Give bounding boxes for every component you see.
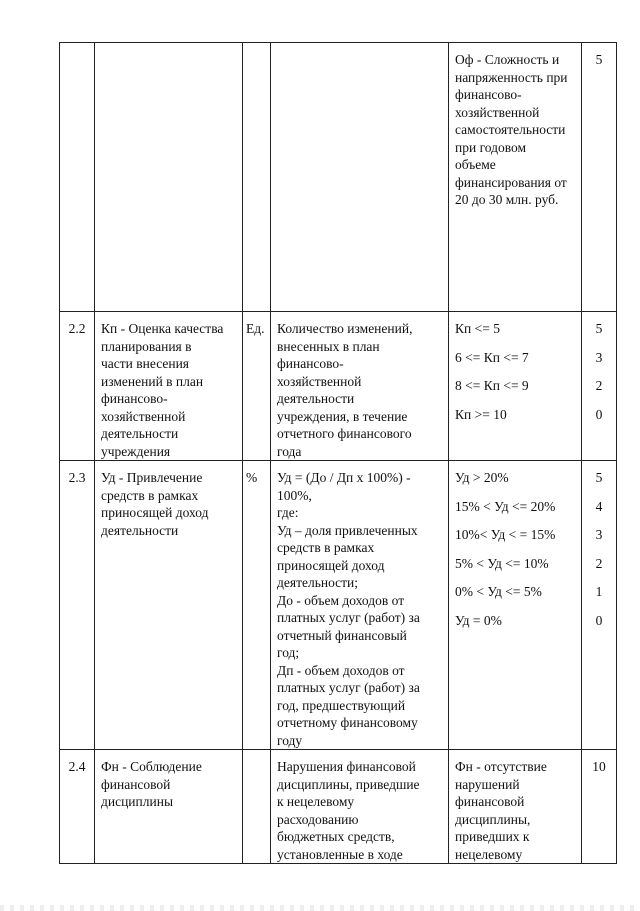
criteria-line: финансовой [455,794,525,809]
indicator-line: деятельности [101,426,179,441]
points-item: 0 [595,612,603,628]
method-line: средств в рамках [277,540,375,555]
points-item: 2 [595,378,603,393]
criteria-item: Уд = 0% [455,612,502,628]
criteria-line: объеме [455,157,496,172]
indicator-line: изменений в план [101,373,204,389]
method-line: Дп - объем доходов от [277,662,405,678]
row-number: 2.3 [60,461,95,750]
indicator-line: финансово- [101,391,168,406]
unit-cell [243,750,271,864]
indicator-line: Кп - Оценка качества [101,321,224,336]
criteria-cell [449,750,582,864]
criteria-item: 10%< Уд < = 15% [455,527,556,542]
method-line: приносящей доход [277,557,385,573]
indicator-cell [95,461,243,750]
criteria-item: Кп <= 5 [455,321,500,336]
method-line: 100%, [277,487,312,503]
row-number: 2.4 [60,750,95,864]
method-line: год; [277,645,300,660]
method-line: год, предшествующий [277,697,406,713]
criteria-line: при годовом [455,139,527,155]
indicator-line: деятельности [101,522,179,538]
method-line: внесенных в план [277,338,380,354]
points-cell: 10 [582,750,617,864]
method-line: учреждения, в течение [277,408,408,424]
method-line: отчетный финансовый [277,627,407,643]
method-line: платных услуг (работ) за [277,680,420,695]
method-line: к нецелевому [277,794,355,809]
method-line: где: [277,505,299,520]
indicator-cell [95,750,243,864]
criteria-line: Фн - отсутствие [455,759,547,774]
points-item: 3 [595,349,603,365]
table-row [60,312,617,461]
unit-cell [243,43,271,312]
method-line: финансово- [277,356,344,371]
criteria-table [59,42,617,864]
points-cell [582,312,617,461]
points-item: 0 [595,406,603,422]
criteria-line: самостоятельности [455,122,566,137]
criteria-item: 5% < Уд <= 10% [455,555,549,571]
points-item: 4 [595,498,603,514]
criteria-item: Кп >= 10 [455,406,507,422]
points-item: 5 [595,470,603,485]
table-row [60,43,617,312]
points-item: 3 [595,527,603,542]
criteria-line: Оф - Сложность и [455,52,560,67]
criteria-line: 20 до 30 млн. руб. [455,192,559,207]
criteria-item: 8 <= Кп <= 9 [455,378,529,393]
method-line: Уд = (До / Дп x 100%) - [277,470,411,485]
criteria-cell [449,312,582,461]
criteria-cell [449,461,582,750]
method-line: дисциплины, приведшие [277,776,420,792]
method-line: установленные в ходе [277,846,403,862]
criteria-line: хозяйственной [455,104,540,120]
indicator-line: средств в рамках [101,487,199,503]
method-line: отчетному финансовому [277,715,418,730]
method-line: отчетного финансового [277,426,412,441]
criteria-line: напряженность при [455,69,568,85]
criteria-line: нарушений [455,776,520,792]
criteria-item: 0% < Уд <= 5% [455,584,542,599]
indicator-line: дисциплины [101,794,174,809]
indicator-line: Уд - Привлечение [101,470,203,485]
method-line: деятельности; [277,575,359,590]
method-cell [271,312,449,461]
method-line: хозяйственной [277,373,362,389]
method-line: году [277,732,303,748]
unit-cell: Ед. [243,312,271,461]
points-item: 1 [595,584,603,599]
indicator-cell [95,312,243,461]
method-line: расходованию [277,811,359,827]
criteria-line: финансирования от [455,174,567,190]
indicator-line: финансовой [101,776,171,792]
criteria-line: финансово- [455,87,522,102]
method-line: Нарушения финансовой [277,759,416,774]
indicator-line: Фн - Соблюдение [101,759,202,774]
row-number: 2.2 [60,312,95,461]
criteria-line: нецелевому [455,846,523,862]
indicator-line: части внесения [101,356,190,371]
indicator-line: приносящей доход [101,505,209,520]
method-cell [271,43,449,312]
criteria-line: дисциплины, [455,811,531,827]
criteria-item: 15% < Уд <= 20% [455,498,556,514]
method-line: Уд – доля привлеченных [277,522,418,538]
indicator-line: учреждения [101,443,171,459]
points-cell [582,461,617,750]
criteria-cell [449,43,582,312]
unit-cell: % [243,461,271,750]
criteria-line: приведших к [455,829,530,844]
method-line: Количество изменений, [277,321,413,336]
table-row [60,750,617,864]
method-line: бюджетных средств, [277,829,395,844]
criteria-item: 6 <= Кп <= 7 [455,349,529,365]
points-item: 5 [595,321,603,336]
method-line: платных услуг (работ) за [277,610,420,625]
points-item: 2 [595,555,603,571]
method-line: деятельности [277,391,355,406]
points-cell: 5 [582,43,617,312]
row-number [60,43,95,312]
scan-edge [0,905,640,911]
indicator-cell [95,43,243,312]
method-cell [271,750,449,864]
method-line: года [277,443,302,459]
criteria-item: Уд > 20% [455,470,509,485]
table-row [60,461,617,750]
indicator-line: хозяйственной [101,408,186,424]
method-cell [271,461,449,750]
method-line: До - объем доходов от [277,592,405,608]
indicator-line: планирования в [101,338,192,354]
